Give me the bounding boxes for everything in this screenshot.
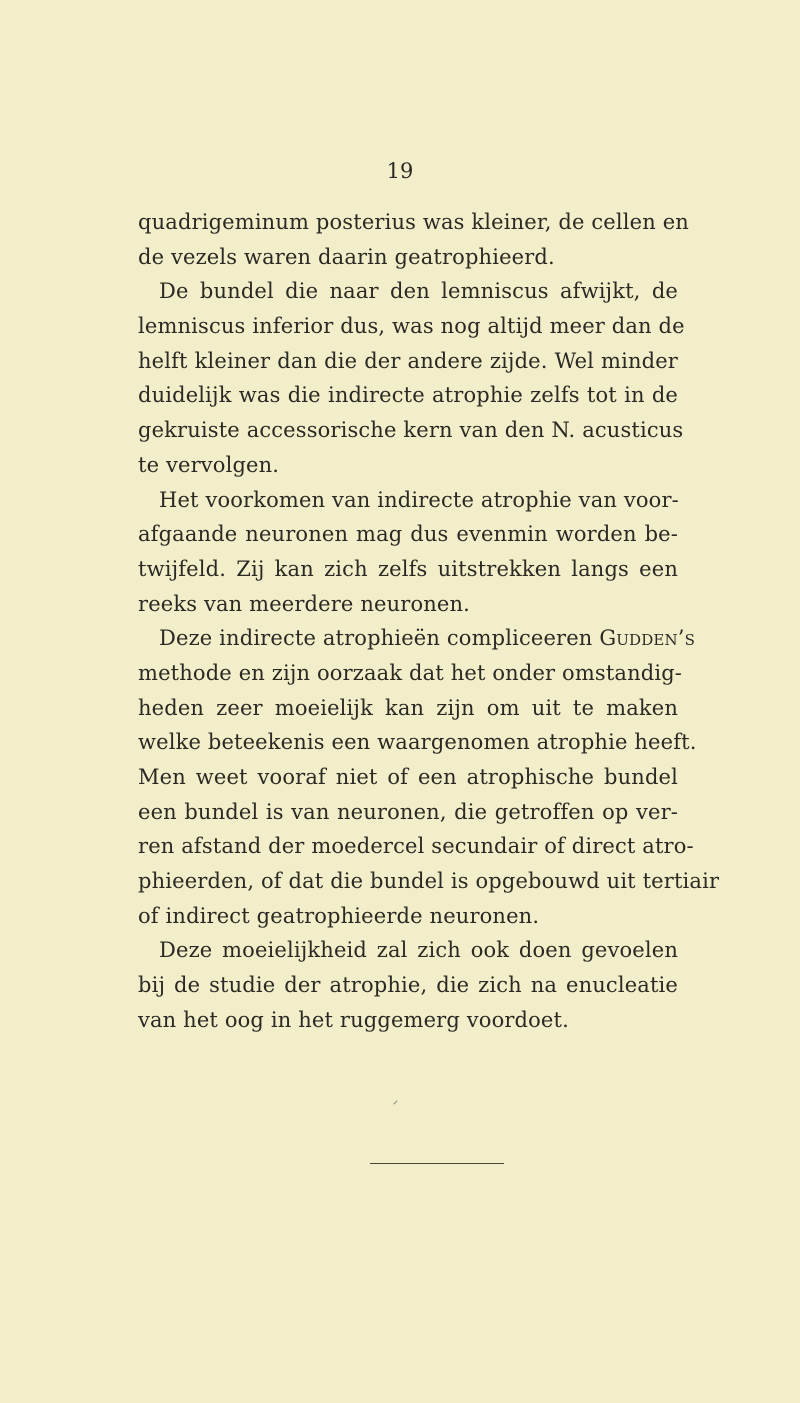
text-segment: een bundel is van neuronen, die getroffen op ver-: [138, 799, 678, 824]
text-line: [138, 587, 678, 622]
text-segment: Deze moeielijkheid zal zich ook doen gevoelen: [159, 938, 678, 963]
text-line: [138, 309, 685, 344]
text-line: [138, 829, 694, 864]
text-line: [138, 795, 678, 830]
text-segment: te vervolgen.: [138, 452, 280, 477]
text-segment: of indirect geatrophieerde neuronen.: [138, 903, 540, 928]
text-segment: methode en zijn oorzaak dat het onder omstandig-: [138, 660, 683, 685]
section-divider: [370, 1163, 504, 1164]
text-line: [138, 344, 678, 379]
text-segment: bij de studie der atrophie, die zich na enucleatie: [138, 973, 678, 998]
page-number: 19: [386, 159, 414, 183]
text-segment: quadrigeminum posterius was kleiner, de cellen en: [138, 210, 689, 234]
text-line: [138, 1003, 678, 1038]
text-segment: Deze indirecte atrophieën compliceeren: [159, 626, 600, 651]
text-segment: heden zeer moeielijk kan zijn om uit te maken: [138, 695, 678, 720]
text-line: [138, 240, 678, 275]
text-segment: duidelijk was die indirecte atrophie zelfs tot in de: [138, 383, 678, 408]
text-segment: phieerden, of dat die bundel is opgebouwd uit tertiair: [138, 869, 720, 894]
text-line: [138, 413, 684, 448]
text-segment: twijfeld. Zij kan zich zelfs uitstrekken langs een: [138, 556, 678, 581]
text-line: [138, 274, 678, 309]
text-segment: De bundel die naar den lemniscus afwijkt, de: [159, 279, 678, 304]
text-line: [138, 448, 678, 483]
text-line: [138, 691, 678, 726]
text-line: [138, 621, 696, 656]
text-line: [138, 864, 720, 899]
text-line: [138, 205, 689, 240]
text-line: [138, 517, 678, 552]
text-line: [138, 933, 678, 968]
text-segment: lemniscus inferior dus, was nog altijd meer dan de: [138, 314, 685, 339]
text-segment: Men weet vooraf niet of een atrophische bundel: [138, 765, 678, 789]
text-line: [138, 552, 678, 587]
text-line: [138, 968, 678, 1003]
text-line: [138, 656, 683, 691]
body-text: [138, 205, 720, 1038]
text-segment: ren afstand der moedercel secundair of direct atro-: [138, 834, 694, 859]
text-line: [138, 899, 678, 934]
text-segment: gekruiste accessorische kern van den N. acusticus: [138, 418, 684, 443]
text-line: [138, 725, 697, 760]
text-segment: Het voorkomen van indirecte atrophie van voor-: [159, 487, 679, 512]
text-line: [138, 378, 678, 413]
text-segment: van het oog in het ruggemerg voordoet.: [138, 1007, 569, 1032]
text-line: [138, 483, 678, 518]
text-segment: welke beteekenis een waargenomen atrophie heeft.: [138, 730, 697, 755]
text-segment: helft kleiner dan die der andere zijde. Wel minder: [138, 348, 678, 373]
text-segment: reeks van meerdere neuronen.: [138, 591, 470, 616]
text-line: [138, 760, 678, 795]
text-segment: afgaande neuronen mag dus evenmin worden be-: [138, 522, 678, 547]
ink-speck: [393, 1100, 397, 1104]
author-name: Gudden’s: [599, 626, 696, 651]
text-segment: de vezels waren daarin geatrophieerd.: [138, 244, 555, 269]
